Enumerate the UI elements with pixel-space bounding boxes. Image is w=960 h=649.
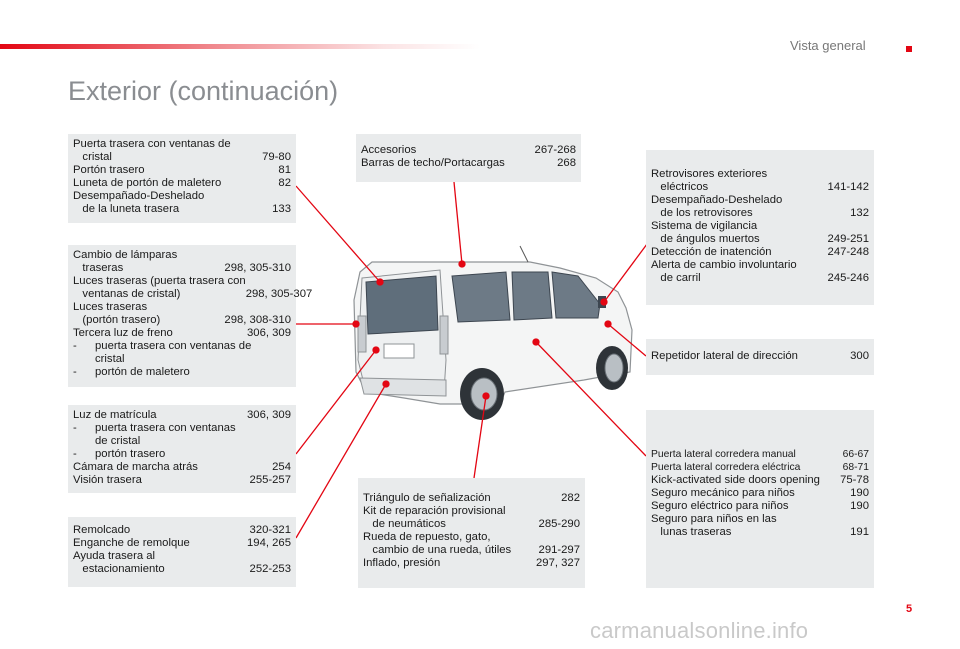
item-pages: 300 xyxy=(850,350,869,362)
list-item xyxy=(73,409,291,422)
item-label: Repetidor lateral de dirección xyxy=(651,350,798,362)
list-item xyxy=(363,557,580,570)
list-item xyxy=(73,177,291,190)
item-label: Accesorios xyxy=(361,144,417,156)
list-item xyxy=(363,492,580,505)
item-label: Puerta lateral corredera manual xyxy=(651,449,796,460)
box-plate xyxy=(68,405,296,493)
item-pages: 245-246 xyxy=(827,272,869,284)
item-pages: 66-67 xyxy=(842,449,869,460)
list-item xyxy=(651,350,869,363)
item-pages: 298, 305-307 xyxy=(245,288,313,300)
list-item xyxy=(363,505,580,531)
item-pages: 306, 309 xyxy=(247,409,291,421)
list-item xyxy=(651,487,869,500)
item-pages: 75-78 xyxy=(840,474,869,486)
list-item xyxy=(363,531,580,557)
item-label: Enganche de remolque xyxy=(73,537,190,549)
box-triangle xyxy=(358,478,585,588)
list-item xyxy=(651,259,869,285)
item-pages: 267-268 xyxy=(534,144,576,156)
item-pages: 82 xyxy=(278,177,291,189)
list-item xyxy=(651,474,869,487)
box-towing xyxy=(68,517,296,587)
page-title: Exterior (continuación) xyxy=(68,76,339,106)
sub-item-label: puerta trasera con ventanas de cristal xyxy=(95,422,236,447)
item-pages: 190 xyxy=(850,500,869,512)
item-label: Luces traseras (puerta trasera con ventanas de cristal) xyxy=(73,275,246,300)
sub-item-label: portón de maletero xyxy=(95,366,190,378)
item-pages: 191 xyxy=(850,526,869,538)
item-pages: 306, 309 xyxy=(247,327,291,339)
list-item xyxy=(651,500,869,513)
item-pages: 298, 305-310 xyxy=(224,262,291,274)
watermark: carmanualsonline.info xyxy=(590,618,809,643)
item-pages: 252-253 xyxy=(249,563,291,575)
box-rear-door xyxy=(68,134,296,223)
list-item xyxy=(73,275,313,301)
list-item xyxy=(651,461,869,474)
list-item xyxy=(361,157,576,170)
item-pages: 141-142 xyxy=(827,181,869,193)
sub-item-label: portón trasero xyxy=(95,448,166,460)
item-pages: 285-290 xyxy=(538,518,580,530)
list-item xyxy=(651,194,869,220)
item-label: Sistema de vigilancia de ángulos muertos xyxy=(651,220,760,245)
box-repeater xyxy=(646,339,874,375)
list-item xyxy=(651,168,869,194)
item-pages: 255-257 xyxy=(249,474,291,486)
list-item xyxy=(651,448,869,461)
item-label: Cambio de lámparas traseras xyxy=(73,249,178,274)
sub-item: - puerta trasera con ventanas de cristal xyxy=(73,422,236,447)
item-pages: 254 xyxy=(272,461,291,473)
item-label: Kick-activated side doors opening xyxy=(651,474,820,486)
list-item xyxy=(73,474,291,487)
sub-item-label: puerta trasera con ventanas de cristal xyxy=(95,340,252,365)
item-pages: 247-248 xyxy=(827,246,869,258)
item-label: Alerta de cambio involuntario de carril xyxy=(651,259,797,284)
item-pages: 190 xyxy=(850,487,869,499)
box-bulbs xyxy=(68,245,313,387)
page-number: 5 xyxy=(906,603,913,615)
item-label: Tercera luz de freno xyxy=(73,327,173,339)
list-item xyxy=(651,246,869,259)
item-label: Seguro para niños en las lunas traseras xyxy=(651,513,777,538)
list-item xyxy=(73,301,291,327)
list-item xyxy=(651,513,869,539)
sub-item: - puerta trasera con ventanas de cristal xyxy=(73,340,252,365)
item-label: Retrovisores exteriores eléctricos xyxy=(651,168,768,193)
item-label: Remolcado xyxy=(73,524,131,536)
item-label: Cámara de marcha atrás xyxy=(73,461,198,473)
box-sliding-doors xyxy=(646,410,874,588)
item-label: Puerta trasera con ventanas de cristal xyxy=(73,138,231,163)
list-item xyxy=(73,190,291,216)
item-pages: 68-71 xyxy=(842,462,869,473)
item-label: Luz de matrícula xyxy=(73,409,157,421)
item-pages: 81 xyxy=(278,164,291,176)
item-label: Visión trasera xyxy=(73,474,142,486)
item-label: Desempañado-Deshelado de la luneta trasera xyxy=(73,190,205,215)
item-pages: 298, 308-310 xyxy=(224,314,291,326)
item-label: Inflado, presión xyxy=(363,557,441,569)
item-pages: 194, 265 xyxy=(247,537,291,549)
item-label: Seguro eléctrico para niños xyxy=(651,500,789,512)
item-label: Puerta lateral corredera eléctrica xyxy=(651,462,801,473)
list-item xyxy=(73,537,291,550)
item-label: Kit de reparación provisional de neumáticos xyxy=(363,505,506,530)
item-label: Triángulo de señalización xyxy=(363,492,491,504)
item-pages: 297, 327 xyxy=(536,557,580,569)
sub-item: - portón de maletero xyxy=(73,366,190,378)
item-pages: 291-297 xyxy=(538,544,580,556)
list-item xyxy=(651,220,869,246)
item-pages: 79-80 xyxy=(262,151,291,163)
item-pages: 133 xyxy=(272,203,291,215)
list-item xyxy=(73,164,291,177)
item-label: Desempañado-Deshelado de los retrovisores xyxy=(651,194,783,219)
list-item xyxy=(73,249,291,275)
list-item xyxy=(361,144,576,157)
list-item xyxy=(73,524,291,537)
item-pages: 320-321 xyxy=(249,524,291,536)
box-mirrors xyxy=(646,150,874,305)
item-pages: 268 xyxy=(557,157,576,169)
list-item xyxy=(73,461,291,474)
item-label: Detección de inatención xyxy=(651,246,772,258)
item-label: Barras de techo/Portacargas xyxy=(361,157,505,169)
box-accessories xyxy=(356,134,581,182)
list-item xyxy=(73,550,291,576)
section-title: Vista general xyxy=(790,38,866,53)
item-label: Ayuda trasera al estacionamiento xyxy=(73,550,165,575)
item-label: Luces traseras (portón trasero) xyxy=(73,301,161,326)
item-label: Rueda de repuesto, gato, cambio de una rueda, útiles xyxy=(363,531,512,556)
item-pages: 132 xyxy=(850,207,869,219)
item-label: Seguro mecánico para niños xyxy=(651,487,795,499)
item-pages: 249-251 xyxy=(827,233,869,245)
list-item xyxy=(73,138,291,164)
item-pages: 282 xyxy=(561,492,580,504)
list-item xyxy=(73,327,291,340)
sub-item: - portón trasero xyxy=(73,448,166,460)
item-label: Luneta de portón de maletero xyxy=(73,177,222,189)
item-label: Portón trasero xyxy=(73,164,145,176)
